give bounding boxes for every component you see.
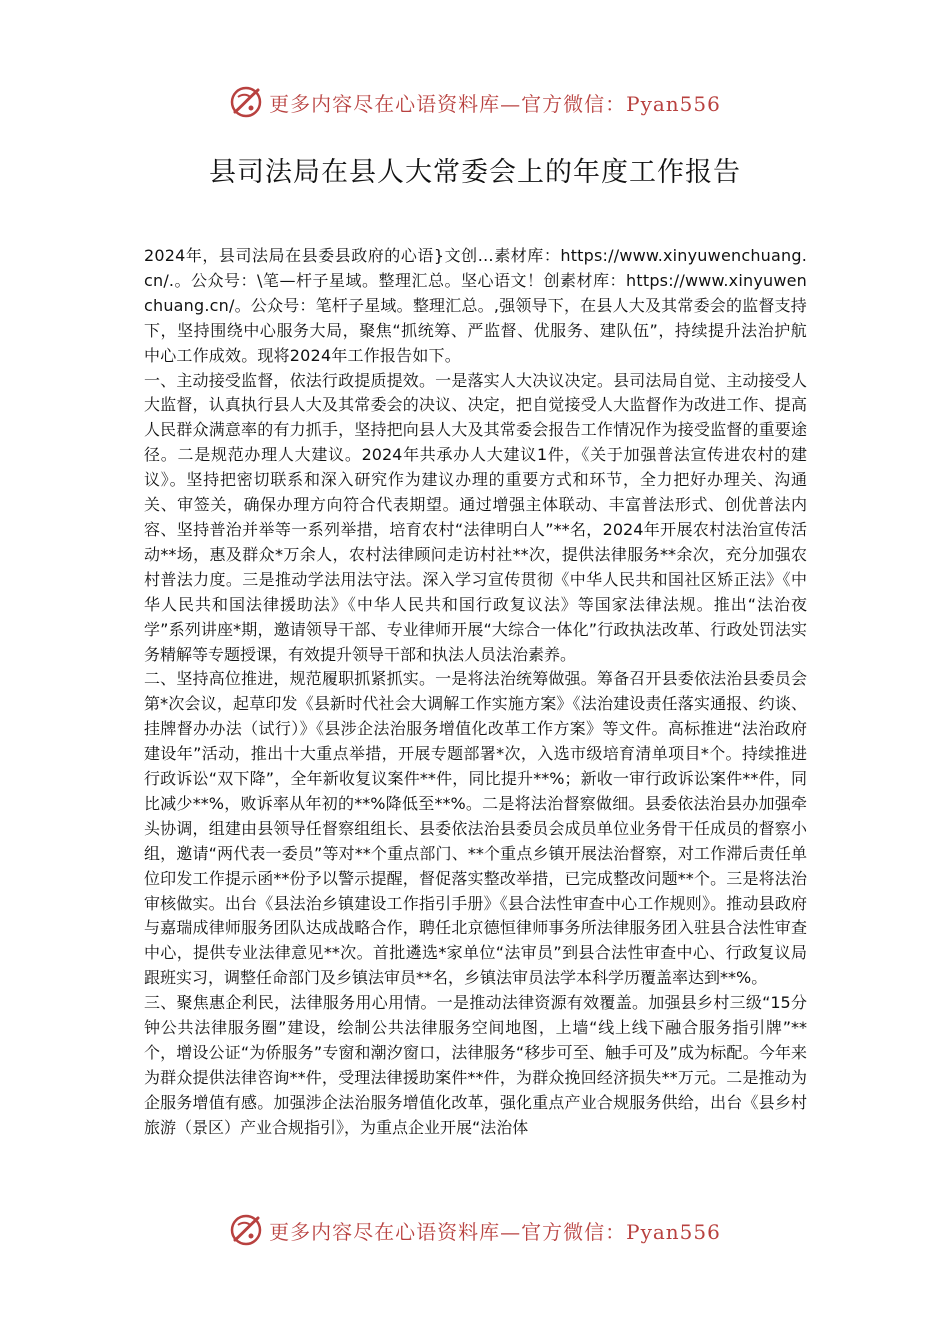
paragraph-section-2: 二、坚持高位推进，规范履职抓紧抓实。一是将法治统筹做强。筹备召开县委依法治县委员会第*次会议，起草印发《县新时代社会大调解工作实施方案》《法治建设责任落实通报、约谈、挂牌督办办法（试行）》《县涉企法治服务增值化改革工作方案》等文件。高标推进“法治政府建设年”活动，推出十大重点举措，开展专题部署*次，入选市级培育清单项目*个。持续推进行政诉讼“双下降”，全年新收复议案件**件，同比提升**%；新收一审行政诉讼案件**件，同比减少**%，败诉率从年初的**%降低至**%。二是将法治督察做细。县委依法治县办加强牵头协调，组建由县领导任督察组组长、县委依法治县委员会成员单位业务骨干任成员的督察小组，邀请“两代表一委员”等对**个重点部门、**个重点乡镇开展法治督察，对工作滞后责任单位印发工作提示函**份予以警示提醒，督促落实整改举措，已完成整改问题**个。三是将法治审核做实。出台《县法治乡镇建设工作指引手册》《县合法性审查中心工作规则》。推动县政府与嘉瑞成律师服务团队达成战略合作，聘任北京德恒律师事务所法律服务团入驻县合法性审查中心，提供专业法律意见**次。首批遴选*家单位“法审员”到县合法性审查中心、行政复议局跟班实习，调整任命部门及乡镇法审员**名，乡镇法审员法学本科学历覆盖率达到**%。 — [144, 669, 807, 988]
banner-text: 更多内容尽在心语资料库—官方微信：Pyan556 — [269, 91, 721, 116]
document-body — [144, 244, 807, 1141]
banner-text: 更多内容尽在心语资料库—官方微信：Pyan556 — [269, 1219, 721, 1244]
document-title: 县司法局在县人大常委会上的年度工作报告 — [209, 157, 741, 188]
footer-banner — [0, 1210, 950, 1250]
header-banner — [0, 82, 950, 122]
paragraph-section-3: 三、聚焦惠企利民，法律服务用心用情。一是推动法律资源有效覆盖。加强县乡村三级“15分钟公共法律服务圈”建设，绘制公共法律服务空间地图，上墙“线上线下融合服务指引牌”**个，增设公证“为侨服务”专窗和潮汐窗口，法律服务“移步可至、触手可及”成为标配。今年来为群众提供法律咨询**件，受理法律援助案件**件，为群众挽回经济损失**万元。二是推动为企服务增值有感。加强涉企法治服务增值化改革，强化重点产业合规服务供给，出台《县乡村旅游（景区）产业合规指引》，为重点企业开展“法治体 — [144, 993, 807, 1137]
paragraph-intro: 2024年，县司法局在县委县政府的心语}文创…素材库：https://www.xinyuwenchuang.cn/.。公众号：\笔—杆子星域。整理汇总。坚心语文！创素材库：https://www.xinyuwenchuang.cn/。公众号：笔杆子星域。整理汇总。,强领导下，在县人大及其常委会的监督支持下，坚持围绕中心服务大局，聚焦“抓统筹、严监督、优服务、建队伍”，持续提升法治护航中心工作成效。现将2024年工作报告如下。 — [144, 246, 807, 365]
paragraph-section-1: 一、主动接受监督，依法行政提质提效。一是落实人大决议决定。县司法局自觉、主动接受人大监督，认真执行县人大及其常委会的决议、决定，把自觉接受人大监督作为改进工作、提高人民群众满意率的有力抓手，坚持把向县人大及其常委会报告工作情况作为接受监督的重要途径。二是规范办理人大建议。2024年共承办人大建议1件，《关于加强普法宣传进农村的建议》。坚持把密切联系和深入研究作为建议办理的重要方式和环节，全力把好办理关、沟通关、审签关，确保办理方向符合代表期望。通过增强主体联动、丰富普法形式、创优普法内容、坚持普治并举等一系列举措，培育农村“法律明白人”**名，2024年开展农村法治宣传活动**场，惠及群众*万余人，农村法律顾问走访村社**次，提供法律服务**余次，充分加强农村普法力度。三是推动学法用法守法。深入学习宣传贯彻《中华人民共和国社区矫正法》《中华人民共和国法律援助法》《中华人民共和国行政复议法》等国家法律法规。推出“法治夜学”系列讲座*期，邀请领导干部、专业律师开展“大综合一体化”行政执法改革、行政处罚法实务精解等专题授课，有效提升领导干部和执法人员法治素养。 — [144, 370, 807, 664]
brush-seal-logo-icon — [229, 85, 263, 119]
brush-seal-logo-icon — [229, 1213, 263, 1247]
